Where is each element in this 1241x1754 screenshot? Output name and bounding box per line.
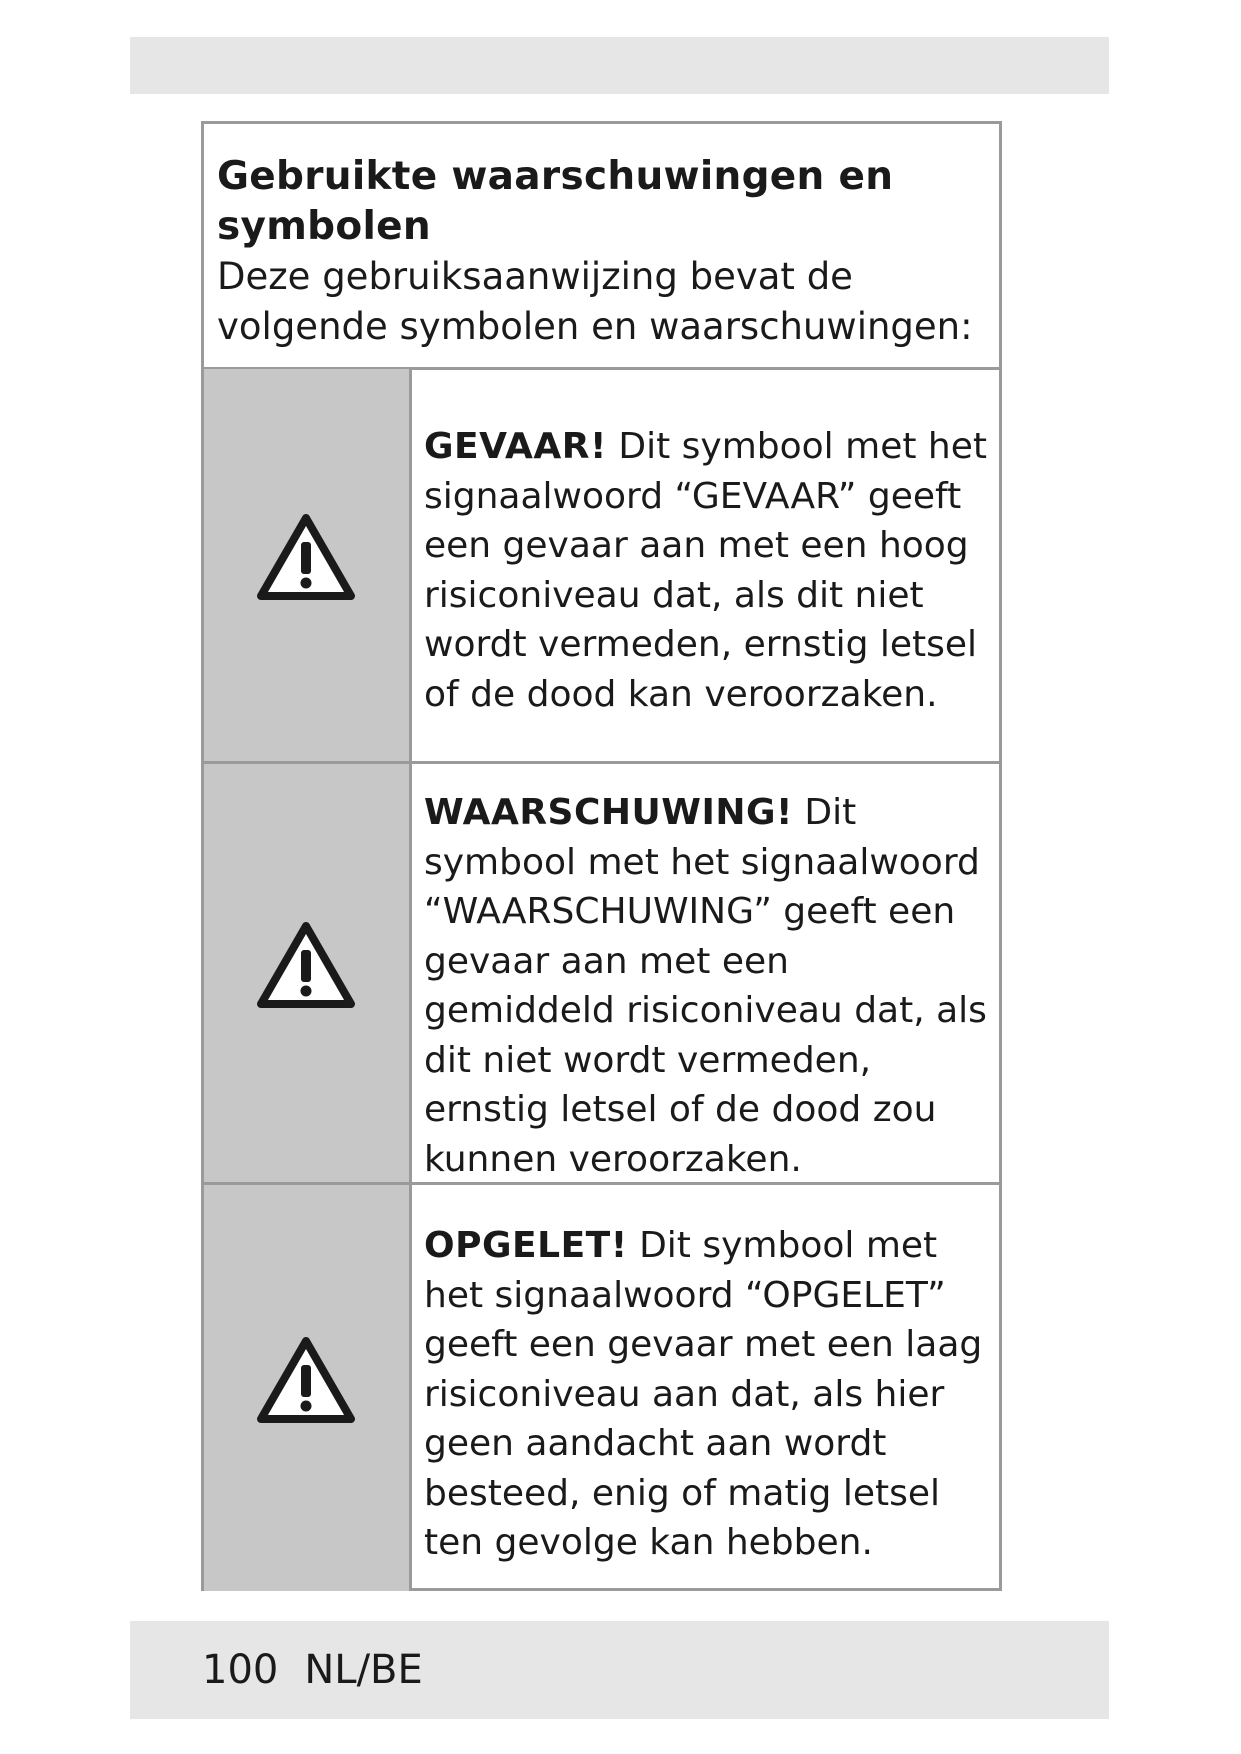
page-footer	[202, 1641, 423, 1699]
warning-row-danger	[204, 369, 999, 761]
signal-word: OPGELET!	[424, 1225, 628, 1266]
warning-text	[424, 1221, 989, 1568]
icon-cell	[204, 369, 412, 761]
warnings-header	[204, 124, 999, 370]
warning-triangle-icon	[256, 1335, 356, 1425]
section-heading: Gebruikte waarschuwingen en symbolen	[217, 154, 894, 249]
warning-description: Dit symbool met het signaalwoord “WAARSCHUWING” geeft een gevaar aan met een gemiddeld risiconiveau dat, als dit niet wordt vermeden, ernstig letsel of de dood zou kunnen veroorzaken.	[424, 792, 987, 1180]
warning-row-caution	[204, 1182, 999, 1591]
intro-text: Deze gebruiksaanwijzing bevat de volgende symbolen en waarschuwingen:	[217, 255, 973, 348]
warning-triangle-icon	[256, 920, 356, 1010]
top-band	[130, 37, 1109, 94]
warnings-box	[201, 121, 1002, 1591]
warning-description: Dit symbool met het signaalwoord “OPGELET” geeft een gevaar met een laag risiconiveau aan dat, als hier geen aandacht aan wordt besteed, enig of matig letsel ten gevolge kan hebben.	[424, 1225, 983, 1563]
icon-cell	[204, 764, 412, 1185]
warning-description: Dit symbool met het signaalwoord “GEVAAR” geeft een gevaar aan met een hoog risiconiveau dat, als dit niet wordt vermeden, ernstig letsel of de dood kan veroorzaken.	[424, 426, 987, 715]
locale-label: NL/BE	[304, 1647, 423, 1693]
warning-triangle-icon	[256, 512, 356, 602]
signal-word: WAARSCHUWING!	[424, 792, 793, 833]
warning-text	[424, 422, 989, 719]
page-number: 100	[202, 1647, 279, 1693]
signal-word: GEVAAR!	[424, 426, 607, 467]
warning-row-warning	[204, 761, 999, 1185]
warning-text	[424, 788, 989, 1184]
icon-cell	[204, 1185, 412, 1591]
